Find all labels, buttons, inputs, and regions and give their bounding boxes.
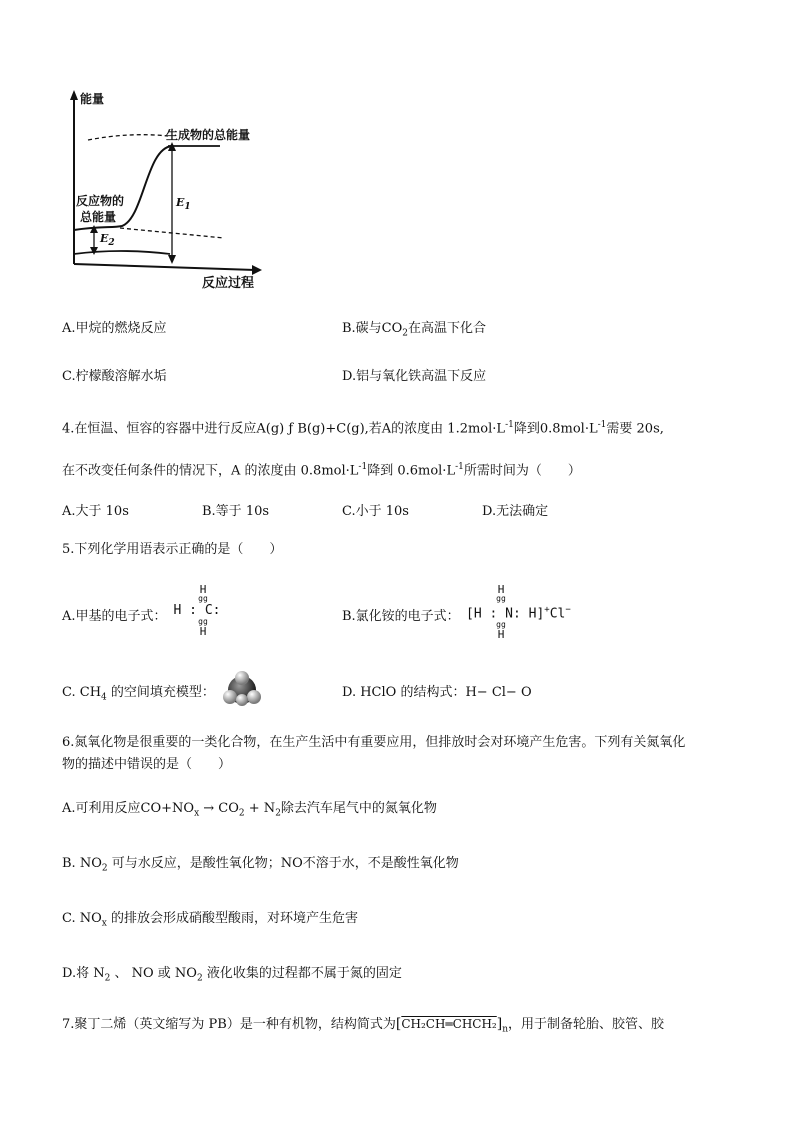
- q3-option-b: B.碳与$CO_2$在高温下化合: [342, 321, 487, 339]
- pb-structural-formula: $[CH_2CH═CHCH_2]_n$: [395, 1016, 509, 1035]
- methane-space-filling-model: [220, 670, 264, 710]
- reactants-energy-label-1: 反应物的: [76, 194, 125, 208]
- q5-option-c: C. $CH_4$ 的空间填充模型：: [62, 685, 215, 703]
- q7-stem-line1: 7.聚丁二烯（英文缩写为 PB）是一种有机物，结构简式为$[CH_2CH═CHCH_2]_n$，用于制备轮胎、胶管、胶: [62, 1016, 665, 1035]
- reactants-energy-label-2: 总能量: [80, 210, 117, 224]
- q5-stem: 5.下列化学用语表示正确的是（ ）: [62, 542, 283, 557]
- q3-option-c: C.柠檬酸溶解水垢: [62, 369, 167, 384]
- ammonium-chloride-electron-formula: H gg [H : N: H]+Cl− gg H: [466, 583, 571, 642]
- e1-label: $E_1$: [176, 196, 191, 213]
- q5-option-d: D. HClO 的结构式：H− Cl− O: [342, 685, 532, 700]
- q4-option-b: B.等于 10s: [202, 504, 270, 519]
- q6-option-c: C. $NO_x$ 的排放会形成硝酸型酸雨，对环境产生危害: [62, 911, 358, 929]
- methyl-electron-formula: H gg H : C: gg H: [173, 583, 221, 638]
- q4-stem-line1: 4.在恒温、恒容的容器中进行反应A(g) ƒ B(g)+C(g),若A的浓度由 $1.2mol\cdot L^{-1}$降到$0.8mol\cdot L^{-1}$需要 20s,: [62, 420, 664, 437]
- q5-option-a: A.甲基的电子式：: [62, 609, 167, 624]
- products-energy-label: 生成物的总能量: [166, 128, 251, 142]
- x-axis-label: 反应过程: [202, 276, 255, 291]
- energy-diagram-graphic: [60, 88, 270, 294]
- q4-option-a: A.大于 10s: [62, 504, 129, 519]
- q6-option-d: D.将 $N_2$ 、 NO 或 $NO_2$ 液化收集的过程都不属于氮的固定: [62, 966, 402, 984]
- q6-option-a: A.可利用反应$CO+NO_x \to CO_2 + N_2$除去汽车尾气中的氮氧化物: [62, 801, 437, 819]
- q6-option-b: B. $NO_2$ 可与水反应，是酸性氧化物；NO不溶于水，不是酸性氧化物: [62, 856, 459, 874]
- q4-stem-line2: 在不改变任何条件的情况下，A 的浓度由 $0.8mol\cdot L^{-1}$降到 $0.6mol\cdot L^{-1}$所需时间为（ ）: [62, 462, 581, 479]
- q3-option-d: D.铝与氧化铁高温下反应: [342, 369, 487, 384]
- e2-label: $E_2$: [100, 232, 115, 249]
- q5-option-b: B.氯化铵的电子式：: [342, 609, 460, 624]
- y-axis-label: 能量: [80, 92, 105, 106]
- q6-stem-line2: 物的描述中错误的是（ ）: [62, 757, 232, 772]
- energy-diagram: [60, 88, 270, 294]
- q4-option-c: C.小于 10s: [342, 504, 409, 519]
- q6-stem-line1: 6.氮氧化物是很重要的一类化合物，在生产生活中有重要应用，但排放时会对环境产生危害。下列有关氮氧化: [62, 735, 686, 750]
- q4-option-d: D.无法确定: [482, 504, 549, 519]
- q3-option-a: A.甲烷的燃烧反应: [62, 321, 167, 336]
